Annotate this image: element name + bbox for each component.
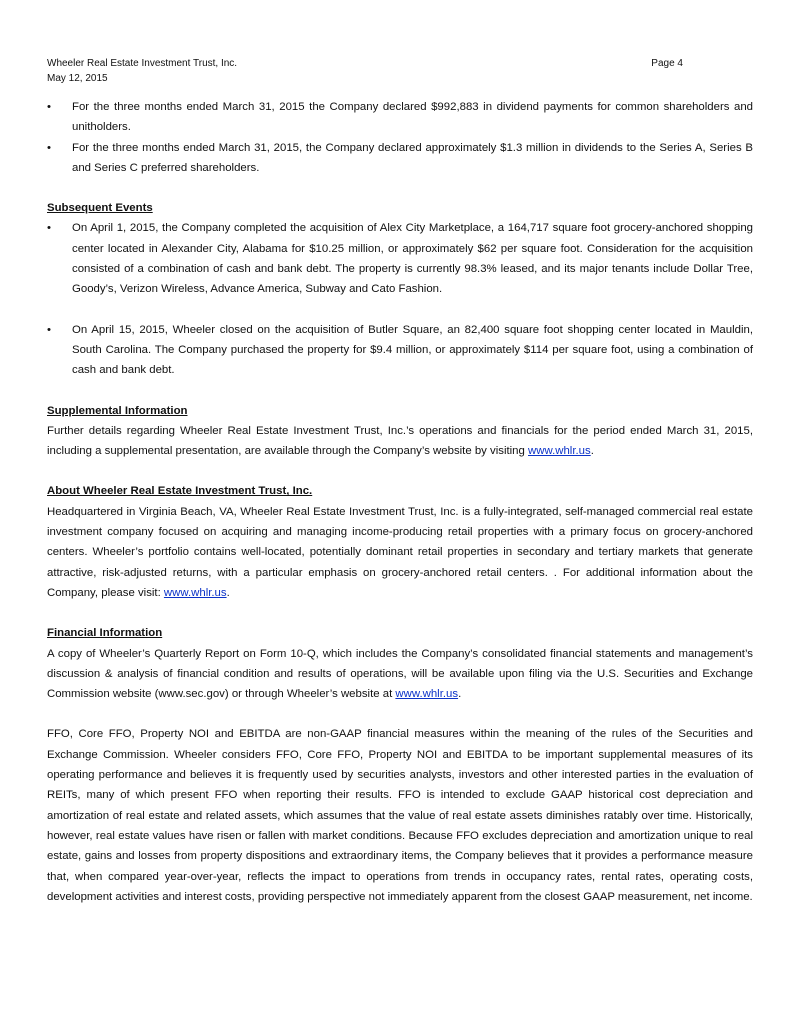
subsequent-event-alex-city: • On April 1, 2015, the Company completed the acquisition of Alex City Marketplace, a 164,717 square foot grocery-anchored shopping center located in Alexander City, Alabama for $10.25 million, or approximately $62 per square foot. Consideration for the acquisition consisted of a combination of cash and bank debt. The property is currently 98.3% leased, and its major tenants include Dollar Tree, Goody’s, Verizon Wireless, Advance America, Subway and Cato Fashion. [47,218,753,299]
whlr-link[interactable]: www.whlr.us [163,586,227,599]
header-company: Wheeler Real Estate Investment Trust, Inc. [47,58,238,69]
about-heading: About Wheeler Real Estate Investment Trust, Inc. [47,485,313,498]
whlr-link[interactable]: www.whlr.us [395,688,459,701]
bullet-icon: • [47,141,51,154]
dividend-bullet-common: • For the three months ended March 31, 2015 the Company declared $992,883 in dividend payments for common shareholders and unitholders. [47,97,753,138]
header-date: May 12, 2015 [47,73,108,84]
non-gaap-paragraph: FFO, Core FFO, Property NOI and EBITDA are non-GAAP financial measures within the meaning of the rules of the Securities and Exchange Commission. Wheeler considers FFO, Core FFO, Property NOI and EBITDA to be important supplemental measures of its operating performance and believes it is frequently used by securities analysts, investors and other interested parties in the evaluation of REITs, many of which present FFO when reporting their results. FFO is intended to exclude GAAP historical cost depreciation and amortization of real estate and related assets, which assumes that the value of real estate assets diminishes ratably over time. Historically, however, real estate values have risen or fallen with market conditions. Because FFO excludes depreciation and amortization unique to real estate, gains and losses from property dispositions and extraordinary items, the Company believes that it provides a performance measure that, when compared year-over-year, reflects the impact to operations from trends in occupancy rates, rental rates, operating costs, development activities and interest costs, providing perspective not immediately apparent from the closest GAAP measurement, net income. [47,728,753,903]
bullet-icon: • [47,323,51,336]
supplemental-heading: Supplemental Information [47,404,188,417]
bullet-icon: • [47,222,51,235]
financial-heading: Financial Information [47,627,163,640]
financial-paragraph: A copy of Wheeler’s Quarterly Report on Form 10-Q, which includes the Company’s consolidated financial statements and management’s discussion & analysis of financial condition and results of operations, will be available upon filing via the U.S. Securities and Exchange Commission website (www.sec.gov) or through Wheeler’s website at www.whlr.us. [47,647,753,701]
header-page-number: Page 4 [651,58,683,69]
bullet-icon: • [47,101,51,113]
dividend-bullet-preferred: • For the three months ended March 31, 2015, the Company declared approximately $1.3 million in dividends to the Series A, Series B and Series C preferred shareholders. [47,138,753,179]
subsequent-event-butler-square: • On April 15, 2015, Wheeler closed on the acquisition of Butler Square, an 82,400 square foot shopping center located in Mauldin, South Carolina. The Company purchased the property for $9.4 million, or approximately $114 per square foot, using a combination of cash and bank debt. [47,320,753,381]
subsequent-events-heading: Subsequent Events [47,202,153,215]
supplemental-paragraph: Further details regarding Wheeler Real Estate Investment Trust, Inc.’s operations and financials for the period ended March 31, 2015, including a supplemental presentation, are available through the Company’s website by visiting www.whlr.us. [47,424,753,458]
whlr-link[interactable]: www.whlr.us [528,445,591,458]
page-header [47,56,753,71]
document-body [47,97,753,907]
about-paragraph: Headquartered in Virginia Beach, VA, Wheeler Real Estate Investment Trust, Inc. is a fully-integrated, self-managed commercial real estate investment company focused on acquiring and managing income-producing retail properties with a primary focus on grocery-anchored centers. Wheeler’s portfolio contains well-located, potentially dominant retail properties in secondary and tertiary markets that generate attractive, risk-adjusted returns, with a particular emphasis on grocery-anchored retail centers. . For additional information about the Company, please visit: www.whlr.us. [47,505,753,599]
document-page [47,56,753,907]
